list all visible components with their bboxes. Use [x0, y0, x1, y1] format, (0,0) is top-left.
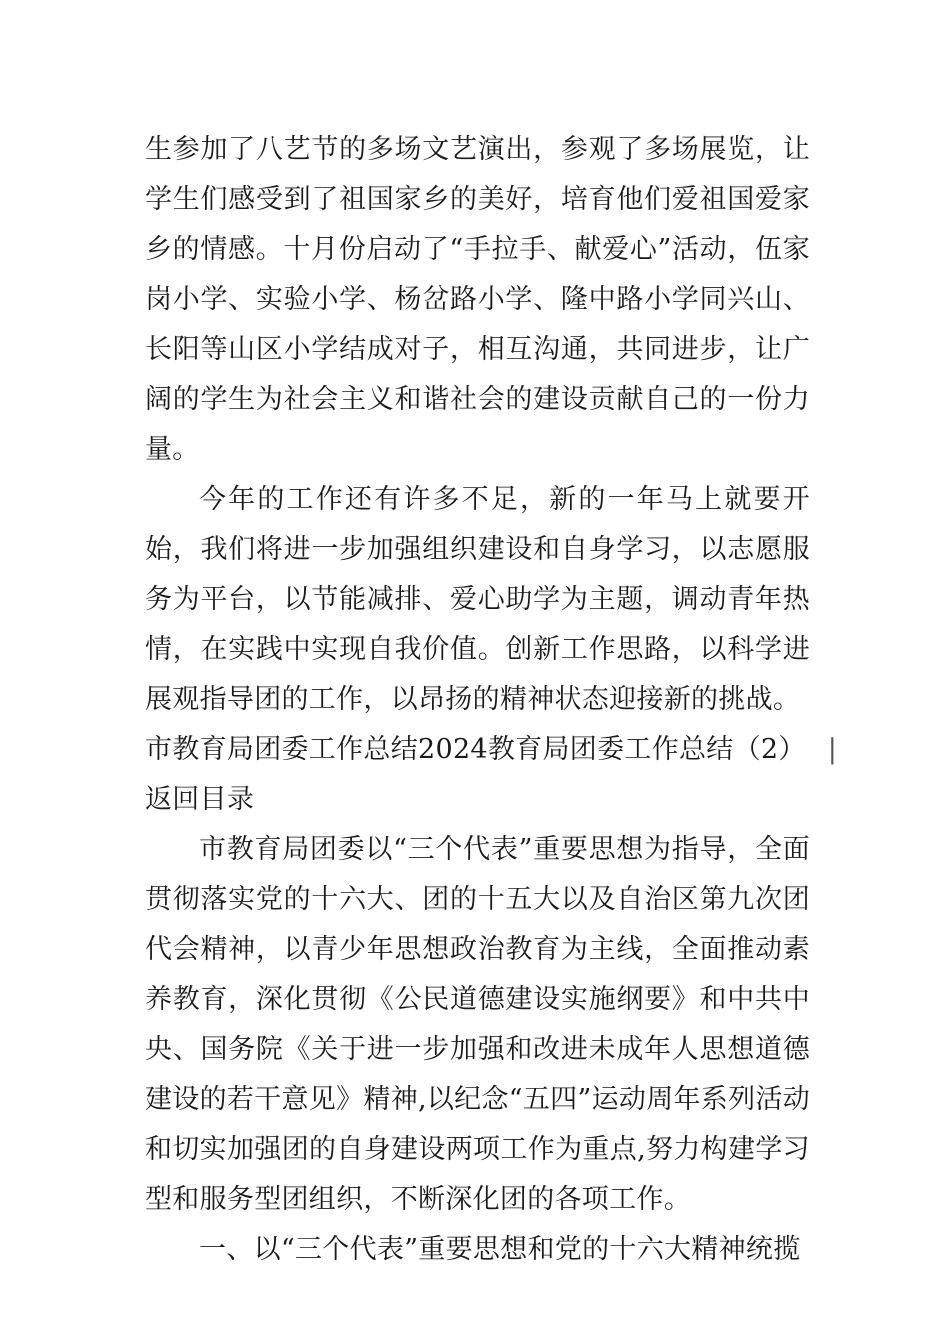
document-body	[145, 125, 838, 1275]
paragraph-guiding-principle: 市教育局团委以“三个代表”重要思想为指导，全面贯彻落实党的十六大、团的十五大以及自治区第九次团代会精神，以青少年思想政治教育为主线，全面推动素养教育，深化贯彻《公民道德建设实施纲要》和中共中央、国务院《关于进一步加强和改进未成年人思想道德建设的若干意见》精神,以纪念“五四”运动周年系列活动和切实加强团的自身建设两项工作为重点,努力构建学习型和服务型团组织，不断深化团的各项工作。	[145, 834, 810, 1215]
title-separator: |	[827, 734, 838, 765]
paragraph-summary: 今年的工作还有许多不足，新的一年马上就要开始，我们将进一步加强组织建设和自身学习，以志愿服务为平台，以节能减排、爱心助学为主题，调动青年热情，在实践中实现自我价值。创新工作思路，以科学进展观指导团的工作，以昂扬的精神状态迎接新的挑战。	[145, 484, 810, 715]
section-title-line	[145, 725, 838, 775]
paragraph-continued: 生参加了八艺节的多场文艺演出，参观了多场展览，让学生们感受到了祖国家乡的美好，培育他们爱祖国爱家乡的情感。十月份启动了“手拉手、献爱心”活动，伍家岗小学、实验小学、杨岔路小学、隆中路小学同兴山、长阳等山区小学结成对子，相互沟通，共同进步，让广阔的学生为社会主义和谐社会的建设贡献自己的一份力量。	[145, 134, 810, 465]
paragraph-section-one: 一、以“三个代表”重要思想和党的十六大精神统揽	[199, 1234, 801, 1265]
section-title: 市教育局团委工作总结2024教育局团委工作总结（2）	[145, 734, 806, 765]
back-to-contents-link[interactable]: 返回目录	[145, 784, 255, 815]
